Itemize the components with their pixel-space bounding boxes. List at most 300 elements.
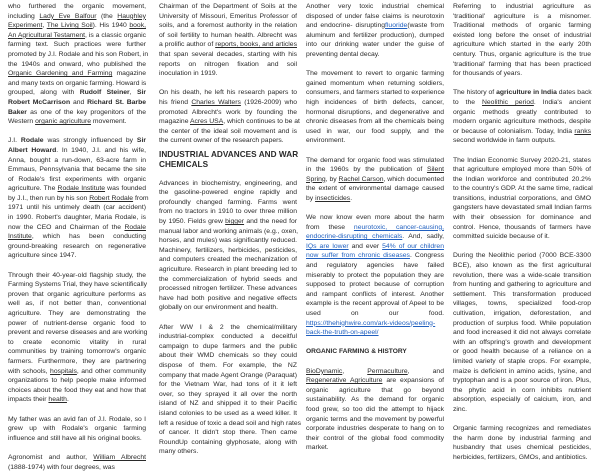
paragraph-gap — [8, 443, 146, 453]
text-line — [8, 367, 146, 377]
text-segment: the phytic acid in corn inhibits nutrient — [453, 387, 591, 394]
text-line — [159, 361, 297, 371]
text-line — [453, 386, 591, 396]
underlined-reference: BioDynamic — [306, 368, 342, 375]
subsection-heading — [306, 347, 444, 357]
text-line — [306, 98, 444, 108]
underlined-reference: Acres USA — [190, 118, 223, 125]
underlined-reference: organic agriculture — [35, 118, 91, 125]
text-line — [8, 242, 146, 252]
text-segment: production of surplus food. While population — [453, 320, 591, 327]
text-line — [306, 12, 444, 22]
text-line — [8, 79, 146, 89]
text-segment: with their obsession for dominance and — [453, 214, 591, 221]
text-segment: and endocrine- disrupting — [306, 22, 385, 29]
text-segment: over, so they sprayed it all over the north — [159, 391, 297, 398]
text-segment: and computers created the mechanization of — [159, 256, 297, 263]
text-segment: left a residue of toxic a dead soil and high rates — [159, 420, 301, 427]
text-column-4 — [453, 2, 591, 463]
text-line — [8, 328, 146, 338]
underlined-reference: ranks — [574, 128, 591, 135]
text-line — [8, 88, 146, 98]
underlined-reference: Charles Walters — [191, 99, 241, 106]
text-line — [159, 399, 297, 409]
hyperlink[interactable]: IQs are lower — [306, 243, 349, 250]
text-segment: magazine — [159, 118, 190, 125]
text-line — [8, 415, 146, 425]
text-segment: and the need for — [244, 218, 297, 225]
text-segment: movement. — [91, 118, 127, 125]
text-segment: The history of — [453, 89, 496, 96]
text-line — [8, 156, 146, 166]
text-segment: in the 1960s by the publication of — [306, 166, 427, 173]
text-segment: from — [133, 195, 148, 202]
text-segment: INDUSTRIAL ADVANCES AND WAR — [159, 150, 298, 159]
text-line — [159, 342, 297, 352]
text-segment: villages, towns, specialized food-crop — [453, 300, 591, 307]
text-line — [8, 271, 146, 281]
text-segment: RoundUp containing glyphosate, along with — [159, 439, 297, 446]
paragraph — [8, 453, 146, 472]
text-segment: grouped, along with — [8, 89, 80, 96]
text-segment: limited variety of staple crops. For example, — [453, 358, 591, 365]
text-segment: globally on our environment and health. — [159, 304, 278, 311]
spacer — [306, 338, 444, 348]
text-line — [306, 424, 444, 434]
paragraph-gap — [306, 203, 444, 213]
text-line — [159, 246, 297, 256]
hyperlink[interactable]: 54% of our children — [382, 243, 444, 250]
bold-name: agriculture in India — [496, 89, 557, 96]
text-segment: high incidences of birth defects, cancer, — [306, 99, 444, 106]
text-segment: example is the recent approval of Apeel to be — [306, 300, 444, 307]
text-segment: into our drinking water under the guise of — [306, 41, 444, 48]
text-segment: . And, sadly, — [402, 233, 444, 240]
bold-name: Sir — [137, 89, 146, 96]
bold-name: Richard St. Barbe — [87, 99, 146, 106]
text-segment: agriculture since 1947. — [8, 252, 76, 259]
text-segment: tryptophan and is a poor source of iron. Plus, — [453, 377, 591, 384]
text-line — [8, 232, 146, 242]
text-segment: the center of the ideal soil movement and is — [159, 128, 297, 135]
text-line — [453, 21, 591, 31]
paragraph — [453, 424, 591, 462]
text-line — [8, 203, 146, 213]
text-segment: committed suicide because of it. — [453, 233, 550, 240]
text-line — [159, 284, 297, 294]
text-line — [453, 69, 591, 79]
hyperlink[interactable]: fluoride — [385, 22, 407, 29]
text-segment: consumers, and farmers started to experience — [306, 89, 445, 96]
text-segment: My father was an avid fan of J.I. Rodale, so I — [8, 416, 146, 423]
text-segment: many others. — [159, 448, 198, 455]
hyperlink[interactable]: now suffer from chronic diseases — [306, 252, 410, 259]
text-segment: second worldwide in farm outputs. — [453, 137, 556, 144]
text-segment: used in war, our food supply, and the — [306, 128, 444, 135]
text-segment: corporate industries desperate to hang on to — [306, 425, 444, 432]
text-line — [159, 275, 297, 285]
underlined-reference: reports, books, and articles — [215, 41, 297, 48]
text-segment: miserably to protect the population they are — [306, 272, 444, 279]
text-line — [453, 40, 591, 50]
text-segment: agriculture. The — [8, 185, 58, 192]
text-column-2 — [159, 2, 297, 457]
text-line — [8, 347, 146, 357]
text-segment: in 1990. Robert's daughter, Maria Rodale, is — [8, 214, 146, 221]
text-line — [8, 357, 146, 367]
text-segment: (the — [96, 13, 117, 20]
text-line — [453, 443, 591, 453]
text-segment: the current owner of the research papers. — [159, 137, 284, 144]
text-line — [306, 165, 444, 175]
text-line — [306, 232, 444, 242]
text-segment: food grew, so too did the attempt to hijack — [306, 406, 444, 413]
text-line — [8, 2, 146, 12]
text-line — [159, 294, 297, 304]
text-segment: the 1940s and onward, who published the — [8, 61, 146, 68]
text-segment: impacts their — [8, 396, 48, 403]
text-line — [159, 371, 297, 381]
text-segment: and ever — [349, 243, 383, 250]
text-segment: We now know even more about the harm — [306, 214, 444, 221]
paragraph — [453, 156, 591, 242]
text-line — [8, 184, 146, 194]
text-segment: On his death, he left his research papers to — [159, 89, 297, 96]
text-segment: 1971 until his untimely death (car accident) — [8, 204, 146, 211]
text-line — [306, 69, 444, 79]
text-line — [453, 271, 591, 281]
text-line — [306, 184, 444, 194]
hyperlink[interactable]: neurotoxic, cancer-causing, — [354, 224, 444, 231]
text-segment: manual labor and working animals (e.g., oxen, — [159, 228, 298, 235]
text-line — [8, 31, 146, 41]
text-segment: profoundly changed farming. Farms went — [159, 199, 297, 206]
text-segment: CHEMICALS — [159, 160, 208, 169]
text-segment: soils, and a foremost authority in the relation — [159, 22, 297, 29]
text-line — [453, 60, 591, 70]
text-line — [306, 271, 444, 281]
text-line — [306, 415, 444, 425]
text-line — [8, 175, 146, 185]
text-line — [306, 319, 444, 329]
text-segment: cultivation, irrigation, deforestation, and — [453, 310, 591, 317]
paragraph — [8, 271, 146, 405]
text-line — [453, 165, 591, 175]
text-line — [453, 232, 591, 242]
text-segment: the harm done by industrial farming and — [453, 435, 591, 442]
text-segment: prevent and reverse diseases and are working — [8, 329, 147, 336]
text-segment: Organic farming recognizes and remediates — [453, 425, 591, 432]
text-segment: dates back — [557, 89, 592, 96]
text-segment: to the country's GDP. At the same time, radical — [453, 185, 593, 192]
paragraph — [8, 136, 146, 261]
text-line — [306, 434, 444, 444]
text-line — [453, 156, 591, 166]
text-line — [306, 309, 444, 319]
text-line — [453, 88, 591, 98]
text-segment: hormonal disruptions, and degenerative and — [306, 109, 444, 116]
text-line — [159, 60, 297, 70]
text-segment: farmers. Furthermore, they are partnering — [8, 358, 146, 365]
text-column-3 — [306, 2, 444, 453]
paragraph — [306, 69, 444, 146]
text-line — [453, 290, 591, 300]
text-segment: Advances in biochemistry, engineering, and — [159, 180, 297, 187]
paragraph-gap — [159, 313, 297, 323]
text-line — [8, 60, 146, 70]
text-segment: ORGANIC FARMING & HISTORY — [306, 348, 407, 355]
underlined-reference: Organic Gardening and Farming — [8, 70, 112, 77]
text-line — [306, 242, 444, 252]
text-segment: for the Vietnam War, had tons of it it left — [159, 381, 297, 388]
text-segment: was strongly influenced by — [44, 137, 137, 144]
bold-name: Baker — [8, 109, 27, 116]
text-line — [453, 50, 591, 60]
paragraph — [306, 367, 444, 453]
text-line — [306, 347, 444, 357]
text-line — [159, 179, 297, 189]
text-segment: husbandry that uses chemical pesticides, — [453, 444, 591, 451]
text-line — [159, 40, 297, 50]
underlined-reference: Haughley — [117, 13, 146, 20]
underlined-reference: Lady Eve Balfour — [39, 13, 96, 20]
text-line — [453, 184, 591, 194]
text-segment: J.I. — [8, 137, 21, 144]
text-line — [159, 227, 297, 237]
text-segment: chronic diseases from all the chemicals being — [306, 118, 444, 125]
text-segment: from these — [306, 224, 354, 231]
underlined-reference: insecticides — [315, 195, 350, 202]
text-line — [159, 50, 297, 60]
text-line — [453, 108, 591, 118]
text-line — [306, 443, 444, 453]
underlined-reference: Rachel Carson — [339, 176, 384, 183]
paragraph — [306, 156, 444, 204]
text-segment: now the CEO and Chairman of the — [8, 224, 124, 231]
text-line — [8, 50, 146, 60]
text-segment: that agriculture employed more than 50% of — [453, 166, 591, 173]
text-line — [159, 160, 297, 170]
text-line — [453, 376, 591, 386]
bold-name: Robert McCarrison — [8, 99, 70, 106]
text-segment: Another very toxic industrial chemical — [306, 3, 444, 10]
text-line — [453, 136, 591, 146]
text-segment: who furthered the organic movement, — [8, 3, 146, 10]
text-line — [8, 299, 146, 309]
text-segment: influence and still have all his original books. — [8, 435, 142, 442]
text-line — [306, 251, 444, 261]
text-segment: zinc. — [453, 406, 467, 413]
text-line — [8, 424, 146, 434]
text-segment: was founded — [105, 185, 146, 192]
text-line — [8, 290, 146, 300]
text-line — [453, 12, 591, 22]
bold-name: Rudolf Steiner — [80, 89, 130, 96]
paragraph-gap — [453, 146, 591, 156]
text-segment: agriculture. They are demonstrating the — [8, 310, 146, 317]
text-segment: (1926-2009) who — [241, 99, 297, 106]
text-segment: campaign to dupe farmers and the public — [159, 343, 297, 350]
hyperlink[interactable]: https://thehighwire.com/ark-videos/peeling- — [306, 320, 435, 327]
bold-name: Rodale — [21, 137, 44, 144]
text-segment: 'traditional' farming that has been practiced — [453, 61, 591, 68]
text-line — [8, 251, 146, 261]
text-segment: power of nutrient-dense organic food to — [8, 320, 146, 327]
text-segment: existed long before the onset of industrial — [453, 32, 591, 39]
text-segment: control. Hence, thousands of farmers have — [453, 224, 591, 231]
text-line — [8, 40, 146, 50]
text-line — [453, 194, 591, 204]
text-line — [159, 332, 297, 342]
text-line — [306, 50, 444, 60]
text-line — [453, 213, 591, 223]
paragraph-gap — [306, 357, 444, 367]
text-segment: the Indian workforce and contributed 20.2% — [453, 176, 591, 183]
text-line — [306, 280, 444, 290]
text-segment: of Rodale's first experiments with organic — [8, 176, 146, 183]
underlined-reference: health — [48, 396, 67, 403]
text-line — [306, 194, 444, 204]
text-segment: During the Neolithic period (7000 BCE-3300 — [453, 252, 591, 259]
text-line — [453, 223, 591, 233]
text-segment: (waste from — [407, 22, 444, 29]
text-line — [159, 323, 297, 333]
hyperlink[interactable]: back-the-truth-on-apeel/ — [306, 329, 379, 336]
text-line — [453, 328, 591, 338]
text-segment: that span several decades, starting with his — [159, 51, 297, 58]
text-segment: choices about the food they eat and how that — [8, 387, 146, 394]
underlined-reference: The Living Soil — [47, 22, 93, 29]
text-line — [453, 299, 591, 309]
text-line — [306, 117, 444, 127]
text-line — [306, 367, 444, 377]
paragraph — [453, 2, 591, 79]
text-segment: their control of the global food commodity — [306, 435, 444, 442]
text-segment: industrial-complex conducted a deceitful — [159, 333, 297, 340]
text-line — [159, 236, 297, 246]
text-segment: from hunting and gathering to agriculture and — [453, 281, 591, 288]
text-line — [453, 309, 591, 319]
text-line — [159, 127, 297, 137]
underlined-reference: Regenerative Agriculture — [306, 377, 382, 384]
paragraph — [306, 213, 444, 338]
underlined-reference: hospitals — [50, 368, 77, 375]
text-line — [453, 117, 591, 127]
text-line — [159, 2, 297, 12]
text-line — [453, 98, 591, 108]
text-line — [453, 347, 591, 357]
text-line — [306, 127, 444, 137]
text-segment: preventing dental decay. — [306, 51, 380, 58]
hyperlink[interactable]: endocrine-disrupting chemicals — [306, 233, 402, 240]
text-line — [159, 265, 297, 275]
paragraph — [159, 88, 297, 146]
text-segment: to the — [453, 99, 482, 106]
text-line — [159, 207, 297, 217]
text-line — [8, 434, 146, 444]
text-segment: magazine — [112, 70, 146, 77]
text-line — [453, 251, 591, 261]
text-segment: absorption, especially of calcium, iron, and — [453, 396, 591, 403]
text-segment: inoculation in 1919. — [159, 70, 218, 77]
text-line — [8, 386, 146, 396]
underlined-reference: An Agricultural Testament — [8, 32, 85, 39]
text-segment: Traditional methods of organic farming — [453, 22, 591, 29]
paragraph — [453, 88, 591, 146]
text-line — [306, 156, 444, 166]
section-heading — [159, 150, 297, 169]
text-segment: his friend — [159, 99, 191, 106]
text-segment: settlement. This transformation produced — [453, 291, 591, 298]
text-line — [159, 217, 297, 227]
text-segment: of soil fertility to human health. Albrecht was — [159, 32, 297, 39]
text-line — [159, 303, 297, 313]
text-segment: . India's ancient — [534, 99, 591, 106]
text-line — [8, 223, 146, 233]
text-segment: by J.I., then run by his son — [8, 195, 89, 202]
text-segment: from no tractors in 1910 to over three million — [159, 208, 297, 215]
text-line — [306, 376, 444, 386]
paragraph-gap — [159, 169, 297, 179]
text-line — [453, 261, 591, 271]
text-segment: , — [42, 22, 46, 29]
text-segment: proven that organic agriculture performs as — [8, 291, 146, 298]
text-line — [8, 453, 146, 463]
text-line — [8, 69, 146, 79]
text-line — [306, 213, 444, 223]
text-line — [159, 150, 297, 160]
text-segment: by — [306, 195, 315, 202]
paragraph-gap — [8, 261, 146, 271]
bold-name: Sir — [137, 137, 146, 144]
text-line — [306, 261, 444, 271]
text-segment: used on our food. — [306, 310, 444, 317]
underlined-reference: Institute — [8, 233, 32, 240]
text-segment: Agronomist and author, — [8, 454, 93, 461]
text-segment: Farming Systems Trial, they have scientifically — [8, 281, 147, 288]
text-line — [306, 175, 444, 185]
text-line — [8, 213, 146, 223]
underlined-reference: William Albrecht — [93, 454, 146, 461]
underlined-reference: bigger — [225, 218, 244, 225]
text-segment: to create economic vitality in rural — [8, 339, 146, 346]
text-segment: Machinery, fertilizers, herbicides, pesticides, — [159, 247, 297, 254]
text-segment: Emmaus, Pennsylvania that became the site — [8, 166, 146, 173]
text-segment: promoted Albrecht's work by founding the — [159, 109, 297, 116]
text-segment: are expansions of — [382, 377, 444, 384]
paragraph-gap — [8, 127, 146, 137]
text-segment: a prolific author of — [159, 41, 215, 48]
text-segment: the extent of environmental damage caused — [306, 185, 444, 192]
text-line — [306, 299, 444, 309]
text-segment: , — [342, 368, 367, 375]
underlined-reference: Spring — [306, 176, 326, 183]
underlined-reference: Permaculture — [367, 368, 407, 375]
text-line — [453, 338, 591, 348]
text-segment: , which has been conducting — [32, 233, 146, 240]
underlined-reference: book, — [129, 22, 146, 29]
text-segment: , which continues to be at — [223, 118, 300, 125]
text-segment: , — [130, 89, 137, 96]
underlined-reference: Silent — [427, 166, 444, 173]
text-segment: or because of colonialism. Today, India — [453, 128, 574, 135]
text-segment: Western — [8, 118, 35, 125]
text-line — [159, 198, 297, 208]
underlined-reference: Robert Rodale — [89, 195, 133, 202]
paragraph — [453, 251, 591, 414]
text-line — [159, 438, 297, 448]
text-line — [159, 117, 297, 127]
